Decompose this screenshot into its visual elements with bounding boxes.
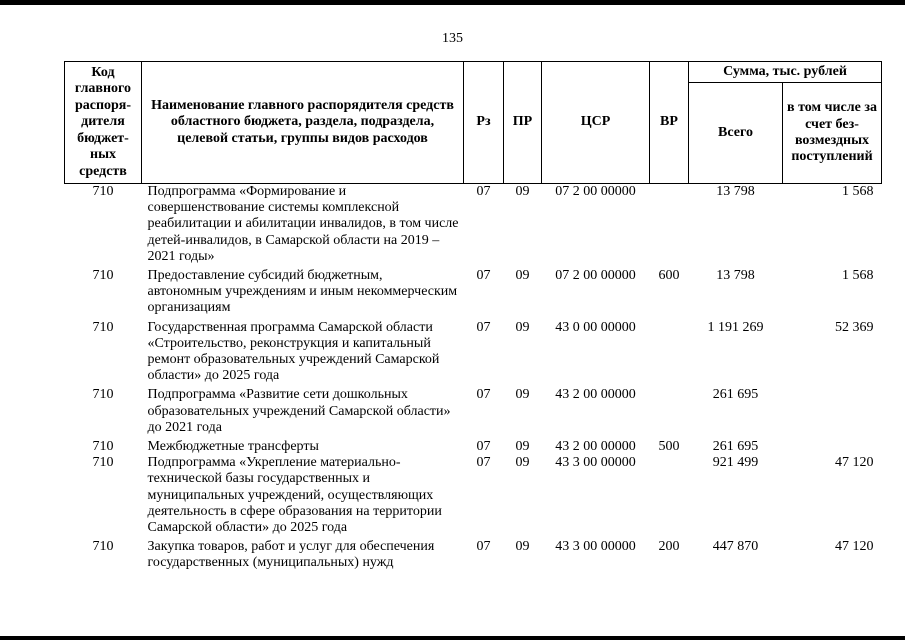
cell-vr [650,317,689,385]
cell-vr: 500 [658,439,680,455]
cell-total: 13 798 [716,184,755,199]
cell-name: Подпрограмма «Развитие сети дошкольных образовательных учреждений Самарской области» до 2021 года [147,387,451,435]
cell-code: 710 [92,439,114,455]
header-csr: ЦСР [542,62,650,184]
cell-csr: 43 3 00 00000 [555,455,636,471]
cell-rz: 07 [476,539,491,555]
table-row [65,455,882,536]
cell-total: 447 870 [712,539,759,555]
cell-name: Подпрограмма «Формирование и совершенствование системы комплексной реабилитации и абилитации инвалидов, в том числе детей-инвалидов, в Самарской области на 2019 – 2021 годы» [147,184,459,264]
cell-vr [650,455,689,536]
budget-table [64,61,882,572]
cell-code: 710 [92,455,114,471]
cell-rz: 07 [476,319,491,335]
table-row [65,265,882,317]
cell-rz: 07 [476,268,491,284]
cell-grants: 1 568 [842,268,874,284]
cell-grants: 1 568 [842,184,874,199]
cell-total: 13 798 [716,268,755,284]
header-total: Всего [689,83,783,184]
page-number: 135 [442,31,463,46]
cell-vr [650,384,689,436]
cell-csr: 07 2 00 00000 [555,268,636,284]
table-row [65,436,882,455]
cell-csr: 43 2 00 00000 [555,387,636,403]
header-code: Код главного распоря-дителя бюджет-ных средств [65,62,142,184]
cell-total: 261 695 [712,439,759,455]
cell-code: 710 [92,319,114,335]
cell-total: 261 695 [712,387,759,403]
header-sum-group: Сумма, тыс. рублей [689,62,882,83]
cell-code: 710 [92,387,114,403]
cell-total: 921 499 [712,455,759,471]
header-rz: Рз [464,62,504,184]
header-grants: в том числе за счет без-возмездных поступлений [783,83,882,184]
cell-grants: 52 369 [835,319,874,335]
table-row [65,184,882,266]
cell-csr: 43 2 00 00000 [555,439,636,455]
cell-grants [783,384,882,436]
cell-vr: 200 [658,539,680,555]
table-row [65,384,882,436]
cell-name: Закупка товаров, работ и услуг для обеспечения государственных (муниципальных) нужд [147,539,435,571]
cell-name: Предоставление субсидий бюджетным, автономным учреждениям и иным некоммерческим организациям [147,268,458,316]
cell-rz: 07 [476,439,491,455]
cell-pr: 09 [515,439,530,455]
cell-code: 710 [92,184,114,199]
cell-pr: 09 [515,539,530,555]
cell-rz: 07 [476,184,491,199]
cell-csr: 07 2 00 00000 [555,184,636,199]
cell-vr: 600 [658,268,680,284]
cell-pr: 09 [515,387,530,403]
table-header [65,62,882,184]
cell-vr [650,184,689,266]
bottom-border-rule [0,636,905,640]
cell-name: Государственная программа Самарской области «Строительство, реконструкция и капитальный ремонт образовательных учреждений Самарской области» до 2025 года [147,319,440,384]
header-pr: ПР [504,62,542,184]
cell-pr: 09 [515,455,530,471]
top-border-rule [0,0,905,5]
table-row [65,317,882,385]
cell-total: 1 191 269 [707,319,764,335]
cell-rz: 07 [476,455,491,471]
header-name: Наименование главного распорядителя средств областного бюджета, раздела, подраздела, целевой статьи, группы видов расходов [142,62,464,184]
cell-code: 710 [92,539,114,555]
cell-pr: 09 [515,268,530,284]
cell-rz: 07 [476,387,491,403]
cell-grants: 47 120 [835,455,874,471]
cell-csr: 43 0 00 00000 [555,319,636,335]
cell-pr: 09 [515,184,530,199]
header-vr: ВР [650,62,689,184]
cell-grants [783,436,882,455]
cell-name: Подпрограмма «Укрепление материально-технической базы государственных и муниципальных учреждений, осуществляющих деятельность в сфере образования на территории Самарской области» до 2025 года [147,455,442,536]
table-row [65,536,882,571]
cell-pr: 09 [515,319,530,335]
table-body [65,184,882,572]
cell-grants: 47 120 [835,539,874,555]
cell-name: Межбюджетные трансферты [147,439,319,455]
cell-code: 710 [92,268,114,284]
cell-csr: 43 3 00 00000 [555,539,636,555]
